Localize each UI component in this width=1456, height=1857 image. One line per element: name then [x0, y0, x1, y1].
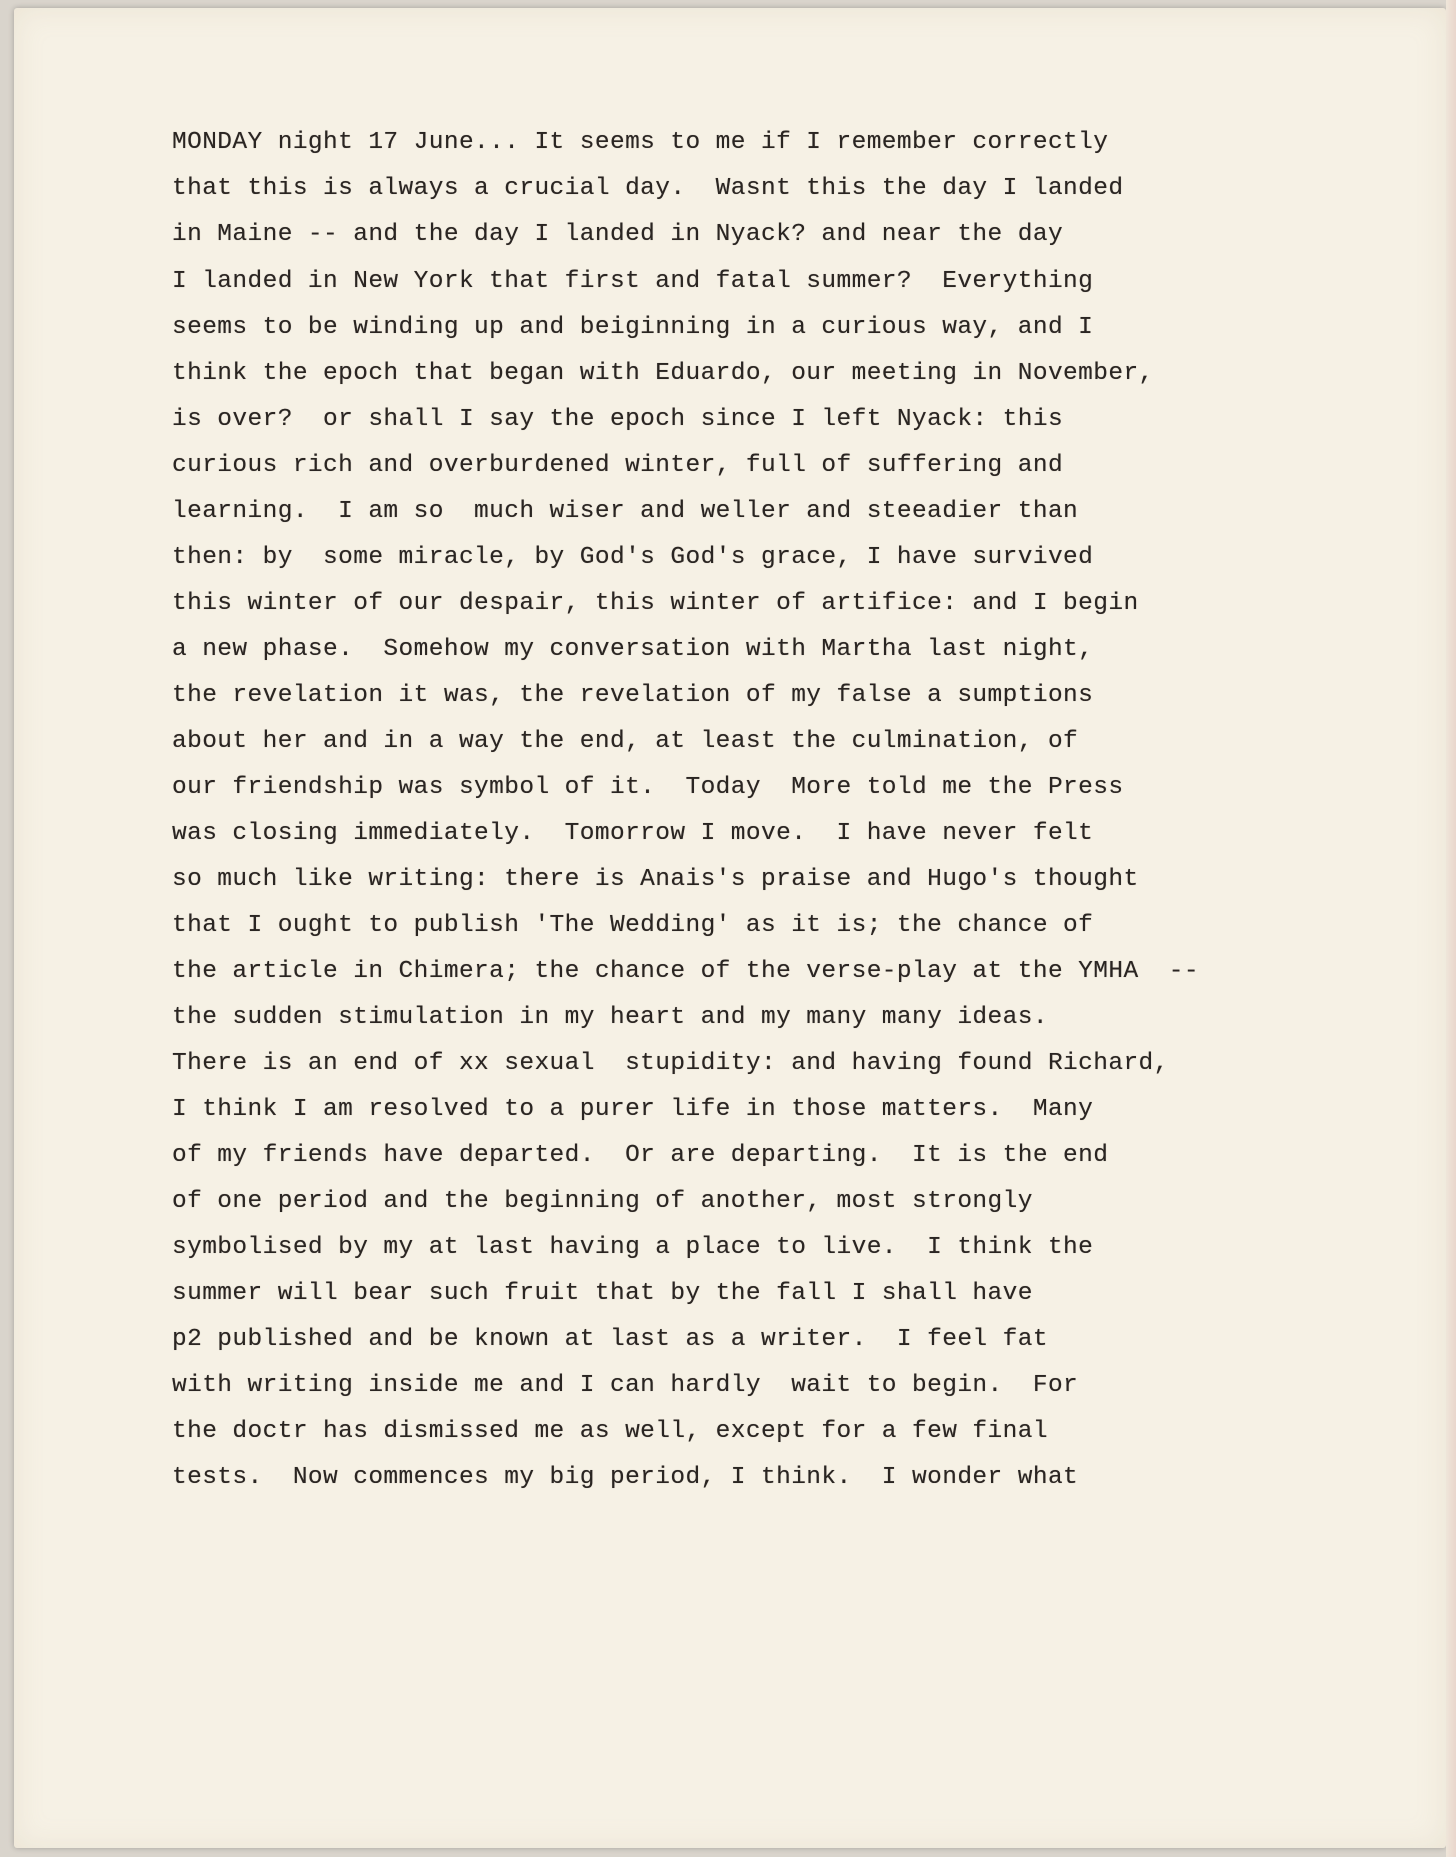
text-line: the doctr has dismissed me as well, except for a few final — [172, 1418, 1048, 1445]
text-line: the article in Chimera; the chance of the verse-play at the YMHA -- — [172, 958, 1199, 985]
text-line: I landed in New York that first and fatal summer? Everything — [172, 268, 1094, 295]
text-line: is over? or shall I say the epoch since I left Nyack: this — [172, 406, 1064, 433]
text-line: with writing inside me and I can hardly wait to begin. For — [172, 1372, 1079, 1399]
text-line: of my friends have departed. Or are departing. It is the end — [172, 1142, 1109, 1169]
text-line: was closing immediately. Tomorrow I move. I have never felt — [172, 820, 1094, 847]
text-line: then: by some miracle, by God's God's grace, I have survived — [172, 544, 1094, 571]
text-line: in Maine -- and the day I landed in Nyack? and near the day — [172, 221, 1064, 248]
text-line: learning. I am so much wiser and weller and steeadier than — [172, 498, 1079, 525]
paper-edge — [1446, 0, 1456, 1857]
text-line: curious rich and overburdened winter, full of suffering and — [172, 452, 1064, 479]
text-line: MONDAY night 17 June... It seems to me if I remember correctly — [172, 129, 1109, 156]
text-line: the revelation it was, the revelation of my false a sumptions — [172, 682, 1094, 709]
text-line: about her and in a way the end, at least the culmination, of — [172, 728, 1079, 755]
text-line: think the epoch that began with Eduardo, our meeting in November, — [172, 360, 1154, 387]
text-line: so much like writing: there is Anais's praise and Hugo's thought — [172, 866, 1139, 893]
typewritten-page — [14, 8, 1446, 1848]
text-line: this winter of our despair, this winter of artifice: and I begin — [172, 590, 1139, 617]
text-line: tests. Now commences my big period, I think. I wonder what — [172, 1464, 1079, 1491]
text-line: that I ought to publish 'The Wedding' as it is; the chance of — [172, 912, 1094, 939]
text-line: p2 published and be known at last as a writer. I feel fat — [172, 1326, 1048, 1353]
text-line: symbolised by my at last having a place to live. I think the — [172, 1234, 1094, 1261]
text-line: that this is always a crucial day. Wasnt this the day I landed — [172, 175, 1124, 202]
text-line: I think I am resolved to a purer life in those matters. Many — [172, 1096, 1094, 1123]
text-line: There is an end of xx sexual stupidity: and having found Richard, — [172, 1050, 1169, 1077]
text-line: summer will bear such fruit that by the fall I shall have — [172, 1280, 1033, 1307]
text-line: our friendship was symbol of it. Today More told me the Press — [172, 774, 1124, 801]
text-line: the sudden stimulation in my heart and my many many ideas. — [172, 1004, 1048, 1031]
text-line: a new phase. Somehow my conversation with Martha last night, — [172, 636, 1094, 663]
text-line: seems to be winding up and beiginning in a curious way, and I — [172, 314, 1094, 341]
text-line: of one period and the beginning of another, most strongly — [172, 1188, 1033, 1215]
